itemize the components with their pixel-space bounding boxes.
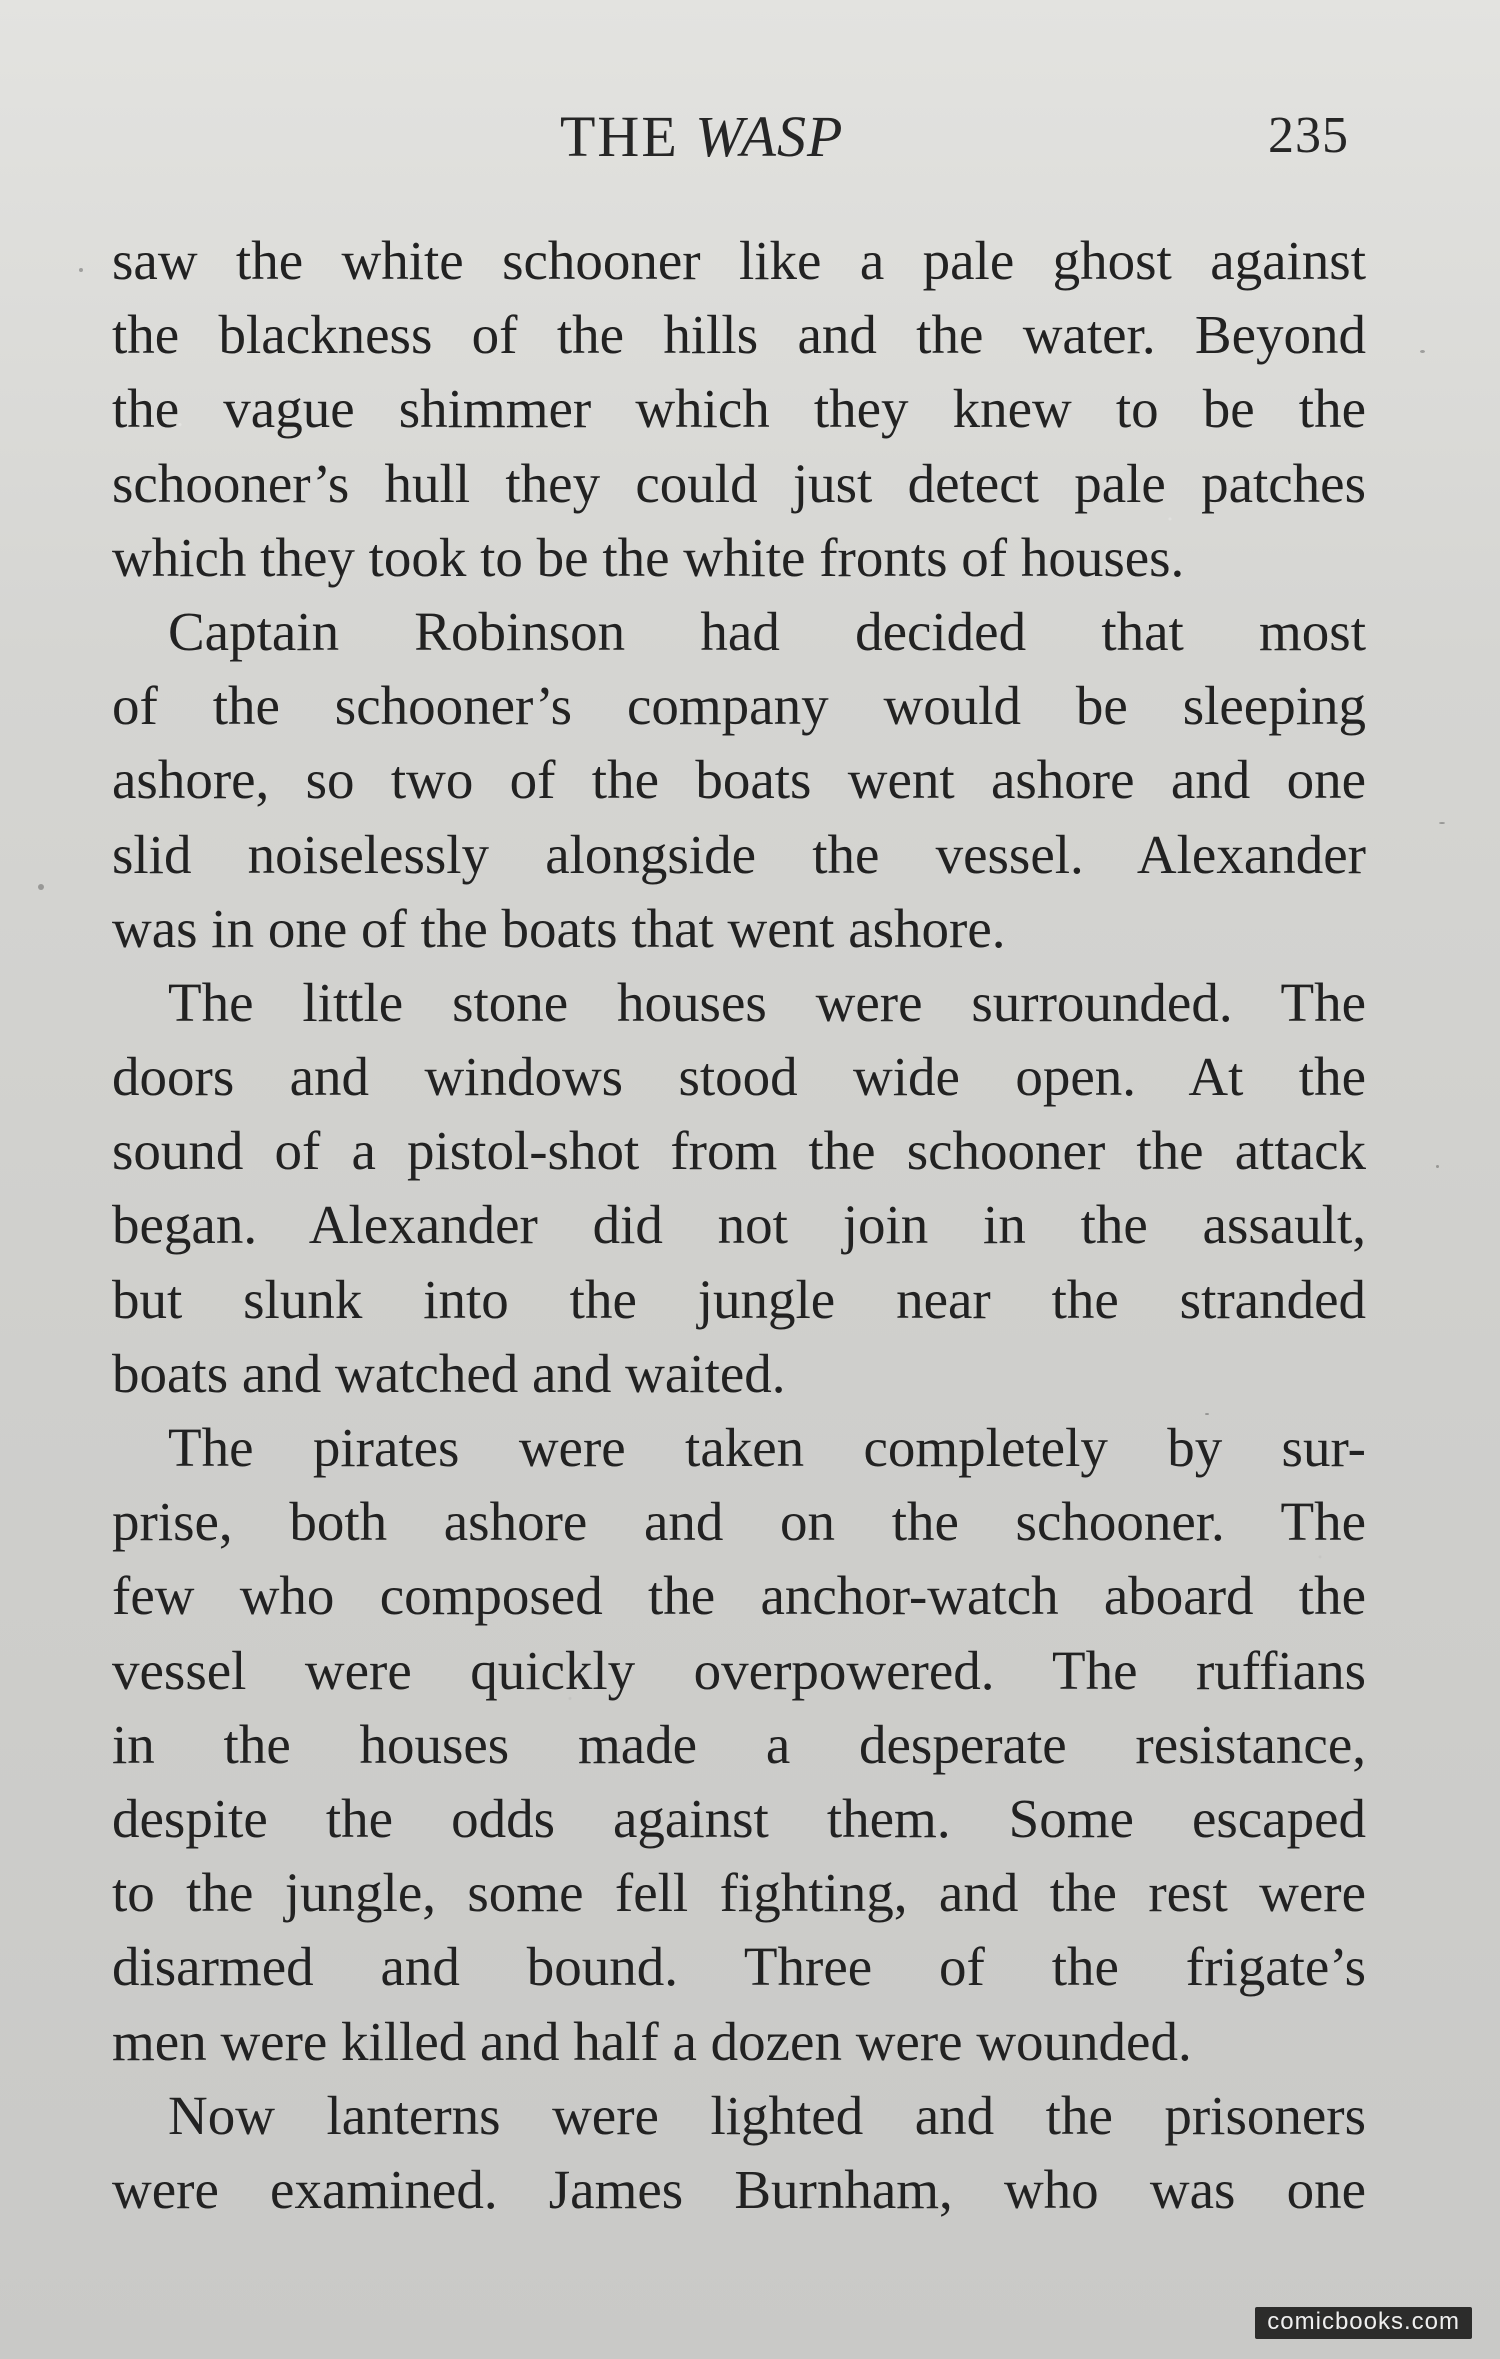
text-line: saw the white schooner like a pale ghost against <box>112 230 1366 291</box>
text-line: The little stone houses were surrounded. The <box>168 971 1366 1033</box>
text-line: vessel were quickly overpowered. The ruffians <box>112 1639 1366 1701</box>
paper-speck <box>1205 1413 1209 1415</box>
text-line: Now lanterns were lighted and the prisoners <box>168 2084 1366 2146</box>
watermark: comicbooks.com <box>1255 2307 1472 2339</box>
text-line: The pirates were taken completely by sur- <box>168 1417 1366 1478</box>
paper-speck <box>79 268 83 272</box>
text-line: was in one of the boats that went ashore. <box>112 897 1006 959</box>
running-head-title: WASP <box>695 104 844 169</box>
text-line: which they took to be the white fronts of houses. <box>112 526 1185 588</box>
page-number: 235 <box>1268 107 1349 164</box>
body-text <box>112 224 1366 2227</box>
text-line: were examined. James Burnham, who was one <box>112 2158 1366 2220</box>
text-line: Captain Robinson had decided that most <box>168 600 1366 662</box>
text-line: of the schooner’s company would be sleeping <box>112 675 1366 737</box>
paper-speck <box>1420 350 1425 353</box>
text-line: slid noiselessly alongside the vessel. Alexander <box>112 823 1366 885</box>
text-line: boats and watched and waited. <box>112 1342 786 1404</box>
text-line: the blackness of the hills and the water. Beyond <box>112 304 1366 366</box>
text-line: in the houses made a desperate resistance, <box>112 1713 1366 1775</box>
text-line: doors and windows stood wide open. At the <box>112 1046 1366 1108</box>
text-line: disarmed and bound. Three of the frigate’s <box>112 1936 1366 1998</box>
text-line: began. Alexander did not join in the assault, <box>112 1194 1366 1256</box>
running-head <box>560 104 844 169</box>
text-line: prise, both ashore and on the schooner. The <box>112 1491 1366 1553</box>
text-line: men were killed and half a dozen were wounded. <box>112 2010 1192 2072</box>
text-line: to the jungle, some fell fighting, and the rest were <box>112 1862 1366 1924</box>
paper-speck <box>38 884 44 890</box>
paper-speck <box>1439 822 1445 824</box>
paper-speck <box>1436 1165 1439 1168</box>
text-line: few who composed the anchor-watch aboard the <box>112 1565 1366 1627</box>
text-line: schooner’s hull they could just detect pale patches <box>112 452 1366 514</box>
text-line: the vague shimmer which they knew to be the <box>112 378 1366 440</box>
text-line: sound of a pistol-shot from the schooner the attack <box>112 1120 1366 1182</box>
text-line: despite the odds against them. Some escaped <box>112 1787 1366 1849</box>
text-line: ashore, so two of the boats went ashore and one <box>112 749 1366 811</box>
running-head-prefix: THE <box>560 104 679 169</box>
text-line: but slunk into the jungle near the stranded <box>112 1268 1366 1330</box>
page-header <box>0 104 1500 188</box>
